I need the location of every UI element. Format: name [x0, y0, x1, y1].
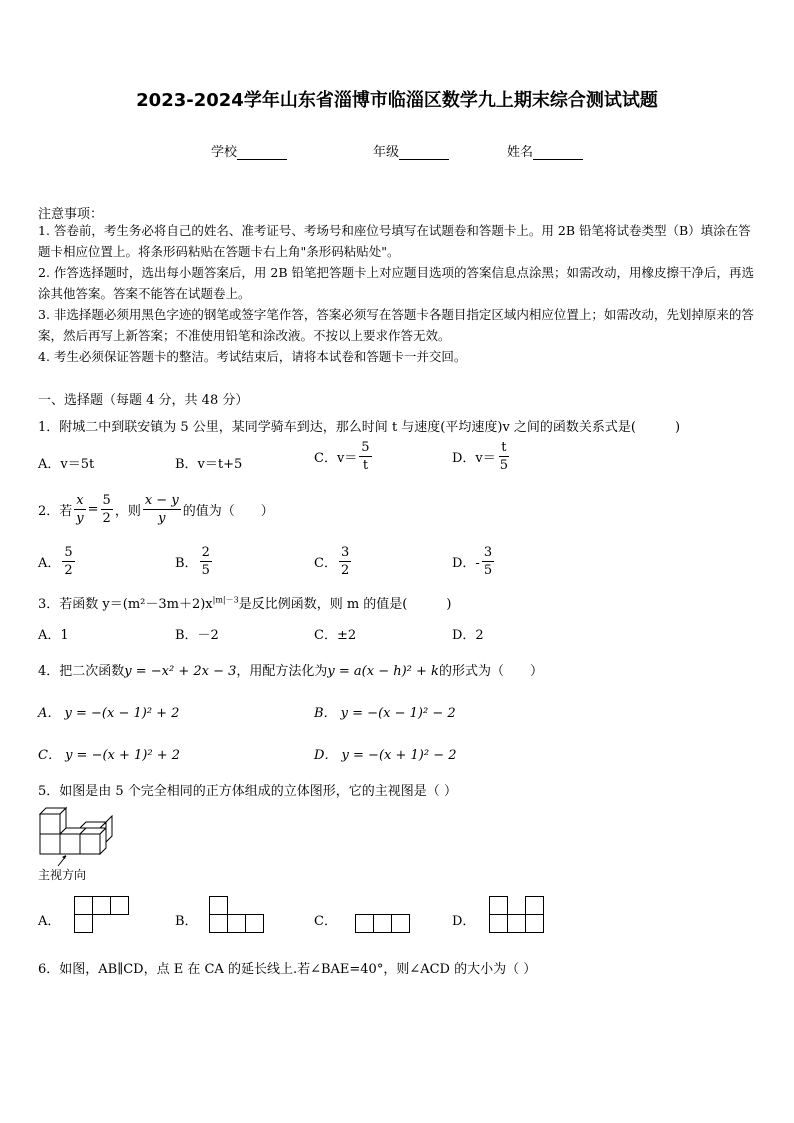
q2-f1-den: y: [76, 511, 84, 526]
grade-field: [373, 141, 449, 160]
q2-b-label: B．: [175, 556, 198, 571]
q5-option-b-figure: [209, 896, 267, 936]
q2-option-b: [175, 546, 214, 577]
q2-d-den: 5: [483, 563, 493, 578]
q2-c-num: 3: [340, 545, 350, 560]
q4-expr1: y = −x² + 2x − 3: [124, 664, 237, 679]
q4-stem-c: 的形式为（ ）: [438, 664, 543, 679]
cube-solid-figure: [38, 808, 118, 868]
q2-d-num: 3: [483, 545, 493, 560]
q4-option-d: D． y = −(x + 1)² − 2: [314, 748, 457, 763]
q2-c-fraction: [339, 546, 351, 577]
name-field: [507, 141, 583, 160]
q2-a-den: 2: [64, 563, 73, 578]
q5-option-b-label: B．: [175, 914, 198, 929]
page-title: 2023-2024学年山东省淄博市临淄区数学九上期末综合测试试题: [136, 90, 658, 111]
notice-item-2: 2. 作答选择题时，选出每小题答案后，用 2B 铅笔把答题卡上对应题目选项的答案信息点涂黑；如需改动，用橡皮擦干净后，再选涂其他答案。答案不能答在试题卷上。: [38, 265, 754, 301]
q5-option-a-label: A．: [38, 914, 61, 929]
q2-a-num: 5: [64, 545, 73, 560]
q2-c-label: C．: [314, 556, 337, 571]
q1-c-num: 5: [361, 440, 370, 455]
q1-option-d: [452, 441, 512, 472]
q2-f2-num: 5: [102, 493, 111, 508]
question-1-stem: 1．附城二中到联安镇为 5 公里，某同学骑车到达，那么时间 t 与速度(平均速度)v 之间的函数关系式是( ): [38, 420, 681, 435]
q2-d-fraction: [482, 546, 494, 577]
q4-option-a: A． y = −(x − 1)² + 2: [38, 706, 180, 721]
q2-d-label: D．-: [452, 556, 480, 571]
q5-option-c-label: C．: [314, 914, 337, 929]
q2-a-label: A．: [38, 556, 61, 571]
q2-pre: 2．若: [38, 504, 73, 519]
q1-d-den: 5: [499, 458, 509, 473]
grade-label: 年级: [373, 145, 400, 160]
name-label: 姓名: [507, 145, 534, 160]
q5-option-c-figure: [355, 914, 413, 936]
question-2-stem: [38, 494, 274, 525]
notice-item-3: 3. 非选择题必须用黑色字迹的钢笔或签字笔作答，答案必须写在答题卡各题目指定区域内相应位置上；如需改动，先划掉原来的答案，然后再写上新答案；不准使用铅笔和涂改液。不按以上要求作答无效。: [38, 307, 754, 343]
q1-d-label: D．v＝: [452, 451, 496, 466]
q1-option-c: [314, 441, 374, 472]
q3-stem-a: 3．若函数 y＝(m²－3m＋2)x: [38, 597, 213, 612]
grade-blank: [399, 146, 449, 160]
q4-option-b: B． y = −(x − 1)² − 2: [314, 706, 456, 721]
q1-c-label: C．v＝: [314, 451, 358, 466]
q3-option-d: D．2: [452, 628, 484, 643]
q4-stem-b: ，用配方法化为: [236, 664, 328, 679]
q4-expr2: y = a(x − h)² + k: [327, 664, 439, 679]
q5-option-d-label: D．: [452, 914, 476, 929]
q2-a-fraction: [62, 546, 74, 577]
q2-mid: ，则: [114, 504, 141, 519]
q2-option-c: [314, 546, 353, 577]
q2-f3-den: y: [158, 511, 166, 526]
name-blank: [533, 146, 583, 160]
q2-b-num: 2: [201, 545, 210, 560]
notice-item-4: 4. 考生必须保证答题卡的整洁。考试结束后，请将本试卷和答题卡一并交回。: [38, 349, 467, 364]
q2-f3-num: x − y: [144, 493, 179, 508]
q2-b-den: 5: [201, 563, 210, 578]
q2-f1-num: x: [76, 493, 84, 508]
q5-option-d-figure: [489, 896, 547, 936]
view-direction-caption: 主视方向: [38, 868, 87, 882]
q3-option-a: A．1: [38, 628, 69, 643]
school-field: [211, 141, 287, 160]
q3-exponent: |m|－3: [212, 595, 239, 605]
q3-stem-b: 是反比例函数，则 m 的值是( ): [238, 597, 452, 612]
q4-option-c: C． y = −(x + 1)² + 2: [38, 748, 181, 763]
q3-option-b: B．－2: [175, 628, 219, 643]
notice-item-1: 1. 答卷前，考生务必将自己的姓名、准考证号、考场号和座位号填写在试题卷和答题卡上。用 2B 铅笔将试卷类型（B）填涂在答题卡相应位置上。将条形码粘贴在答题卡右上角"条形码粘贴处"。: [38, 223, 751, 259]
q2-b-fraction: [200, 546, 212, 577]
section-heading: 一、选择题（每题 4 分，共 48 分）: [38, 393, 249, 408]
question-4-stem: [38, 660, 543, 679]
q2-fraction-expr: [143, 494, 181, 525]
q1-d-fraction: [498, 441, 510, 472]
school-label: 学校: [211, 145, 238, 160]
q1-option-a: A．v＝5t: [38, 457, 95, 472]
q2-option-d: [452, 546, 496, 577]
question-6-stem: 6．如图，AB∥CD，点 E 在 CA 的延长线上.若∠BAE=40°，则∠ACD 的大小为（ ）: [38, 962, 537, 977]
q1-option-b: B．v＝t+5: [175, 457, 243, 472]
q5-option-a-figure: [74, 896, 132, 934]
notice-heading: 注意事项：: [38, 207, 104, 222]
q1-c-den: t: [362, 458, 369, 473]
school-blank: [237, 146, 287, 160]
question-3-stem: [38, 593, 451, 612]
q1-d-num: t: [501, 440, 507, 455]
q2-c-den: 2: [340, 563, 350, 578]
q1-c-fraction: [359, 441, 371, 472]
q4-stem-a: 4．把二次函数: [38, 664, 125, 679]
q2-f2-den: 2: [102, 511, 111, 526]
q2-fraction-xy: [74, 494, 85, 525]
question-5-stem: 5．如图是由 5 个完全相同的正方体组成的立体图形，它的主视图是（ ）: [38, 784, 457, 799]
q2-post: 的值为（ ）: [182, 504, 274, 519]
q2-fraction-52: [101, 494, 113, 525]
q2-option-a: [38, 546, 77, 577]
q2-eq: =: [87, 502, 99, 517]
q3-option-c: C．±2: [314, 628, 357, 643]
